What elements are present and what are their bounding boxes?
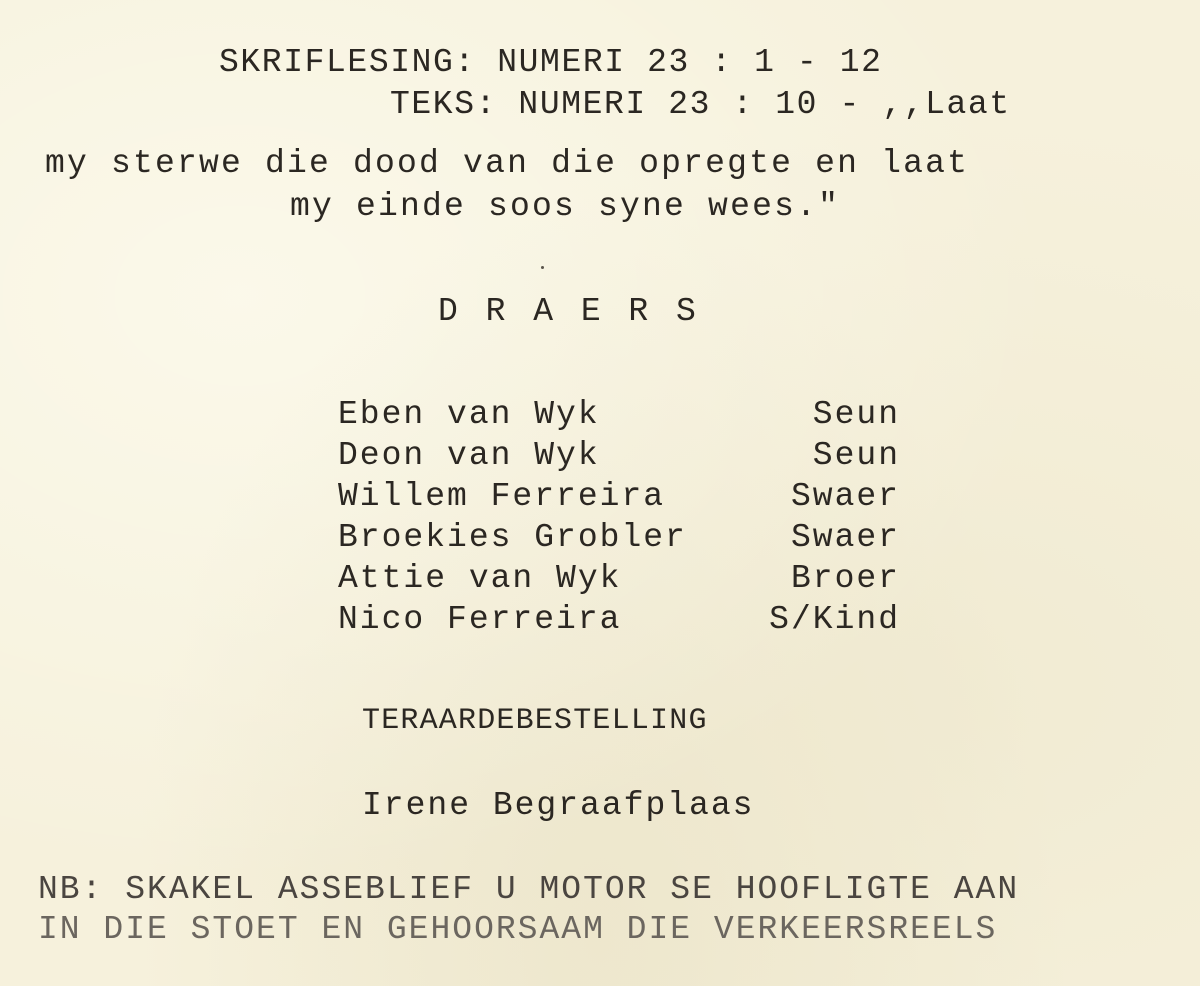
quote-line-1: my sterwe die dood van die opregte en laat <box>45 145 970 182</box>
bearer-name: Attie van Wyk <box>338 560 622 597</box>
bearer-relation: Swaer <box>790 519 900 556</box>
bearer-relation: Seun <box>812 396 900 433</box>
bearer-relation: Swaer <box>790 478 900 515</box>
bearer-name: Eben van Wyk <box>338 396 600 433</box>
quote-line-2: my einde soos syne wees." <box>290 188 841 225</box>
bearer-name: Broekies Grobler <box>338 519 687 556</box>
burial-place: Irene Begraafplaas <box>362 787 755 824</box>
bearer-relation: Broer <box>790 560 900 597</box>
bearer-relation: Seun <box>812 437 900 474</box>
bearer-name: Nico Ferreira <box>338 601 622 638</box>
sermon-text-line: TEKS: NUMERI 23 : 10 - ,,Laat <box>390 86 1011 123</box>
bearers-heading: D R A E R S <box>438 293 700 330</box>
bearer-name: Deon van Wyk <box>338 437 600 474</box>
scripture-reading-line: SKRIFLESING: NUMERI 23 : 1 - 12 <box>219 44 883 81</box>
bearer-relation: S/Kind <box>769 601 900 638</box>
notice-line-1: NB: SKAKEL ASSEBLIEF U MOTOR SE HOOFLIGTE AAN <box>38 871 1020 908</box>
burial-heading: TERAARDEBESTELLING <box>362 704 708 738</box>
notice-line-2: IN DIE STOET EN GEHOORSAAM DIE VERKEERSREELS <box>38 911 998 948</box>
bearer-name: Willem Ferreira <box>338 478 666 515</box>
ink-speck <box>541 266 544 269</box>
